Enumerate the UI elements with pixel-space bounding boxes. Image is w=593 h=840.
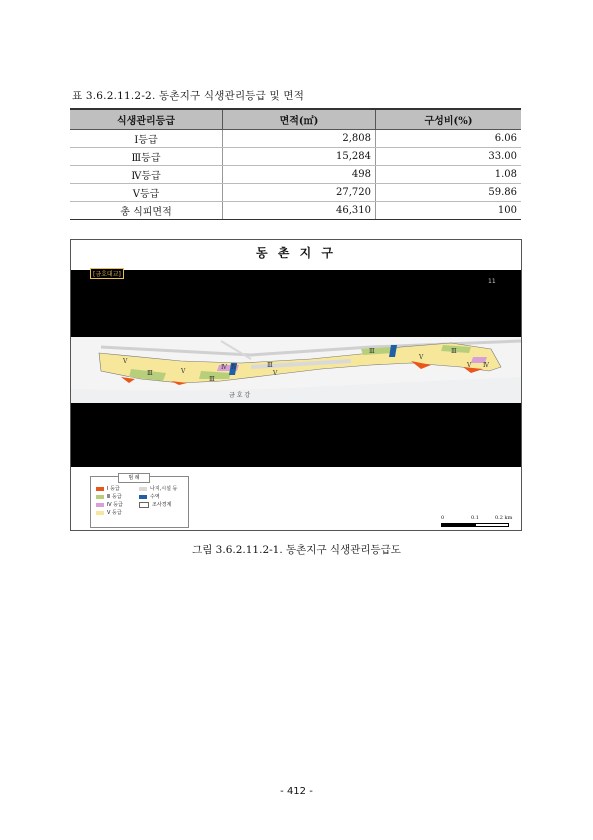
- cell-ratio: 59.86: [376, 184, 522, 202]
- cell-grade: 총 식피면적: [70, 202, 223, 220]
- map-title: 동 촌 지 구: [256, 246, 336, 260]
- legend-item: [96, 493, 122, 500]
- legend-swatch: [96, 503, 104, 507]
- cell-area: 27,720: [223, 184, 376, 202]
- cell-area: 15,284: [223, 148, 376, 166]
- legend-label: Ⅴ 등급: [107, 510, 122, 516]
- legend-item: [96, 501, 123, 508]
- header-grade: 식생관리등급: [70, 109, 223, 130]
- legend-item: [139, 501, 171, 508]
- scale-segment: [441, 523, 475, 527]
- legend-label: 나지,시설 등: [150, 486, 178, 492]
- scale-label: 0.2 km: [495, 515, 513, 521]
- legend-swatch: [96, 511, 104, 515]
- figure-caption: 그림 3.6.2.11.2-1. 동촌지구 식생관리등급도: [192, 544, 401, 556]
- legend-label: Ⅲ 등급: [107, 494, 122, 500]
- zone-label: Ⅲ: [267, 362, 273, 369]
- cell-grade: Ⅲ등급: [70, 148, 223, 166]
- table-row: [70, 202, 521, 220]
- legend-title: 범 례: [118, 473, 150, 483]
- legend-swatch: [96, 495, 104, 499]
- cell-area: 498: [223, 166, 376, 184]
- table-caption: 표 3.6.2.11.2-2. 동촌지구 식생관리등급 및 면적: [72, 90, 305, 102]
- legend-label: Ⅳ 등급: [107, 502, 123, 508]
- cell-ratio: 33.00: [376, 148, 522, 166]
- table-row: [70, 148, 521, 166]
- zone-label: Ⅴ: [273, 370, 278, 377]
- cell-ratio: 6.06: [376, 130, 522, 148]
- zone-label: Ⅳ: [221, 364, 227, 371]
- legend-label: 조사경계: [152, 502, 172, 508]
- cell-grade: Ⅳ등급: [70, 166, 223, 184]
- cell-ratio: 100: [376, 202, 522, 220]
- cell-grade: Ⅰ등급: [70, 130, 223, 148]
- scale-segment: [475, 523, 509, 527]
- page-number: - 412 -: [280, 786, 313, 797]
- header-area: 면적(㎡): [223, 109, 376, 130]
- inset-label: [금호대교]: [90, 268, 124, 279]
- redacted-band-top: [71, 270, 521, 337]
- zone-label: Ⅴ: [181, 368, 186, 375]
- table-row: [70, 184, 521, 202]
- zone-label: Ⅲ: [451, 348, 457, 355]
- legend-item: [139, 485, 177, 492]
- legend-item: [96, 485, 120, 492]
- cell-area: 2,808: [223, 130, 376, 148]
- header-ratio: 구성비(%): [376, 109, 522, 130]
- legend-swatch: [96, 487, 104, 491]
- zone-label: Ⅳ: [231, 364, 237, 371]
- legend-swatch: [139, 495, 147, 499]
- zone-label: Ⅳ: [483, 362, 489, 369]
- cell-ratio: 1.08: [376, 166, 522, 184]
- cell-grade: Ⅴ등급: [70, 184, 223, 202]
- redacted-band-bottom: [71, 403, 521, 467]
- legend-swatch: [139, 487, 147, 491]
- legend-label: Ⅰ 등급: [107, 486, 120, 492]
- scale-label: 0: [441, 515, 445, 521]
- cell-area: 46,310: [223, 202, 376, 220]
- legend-swatch: [139, 502, 149, 508]
- zone-label: Ⅴ: [123, 358, 128, 365]
- scale-bar: [441, 516, 514, 526]
- table-row: [70, 130, 521, 148]
- vegetation-map: [71, 337, 521, 403]
- vegetation-grade-table: [70, 108, 521, 220]
- legend-label: 수역: [150, 494, 160, 500]
- legend-item: [96, 509, 122, 516]
- inset-number: 11: [488, 278, 496, 285]
- zone-label: Ⅴ: [467, 362, 472, 369]
- legend-item: [139, 493, 160, 500]
- scale-label: 0.1: [471, 515, 479, 521]
- river-label: 금 호 강: [229, 392, 251, 399]
- zone-label: Ⅴ: [419, 354, 424, 361]
- zone-label: Ⅲ: [209, 376, 215, 383]
- zone-label: Ⅲ: [147, 370, 153, 377]
- vegetation-map-figure: [70, 239, 522, 531]
- zone-label: Ⅲ: [369, 348, 375, 355]
- table-row: [70, 166, 521, 184]
- map-legend: [90, 476, 189, 528]
